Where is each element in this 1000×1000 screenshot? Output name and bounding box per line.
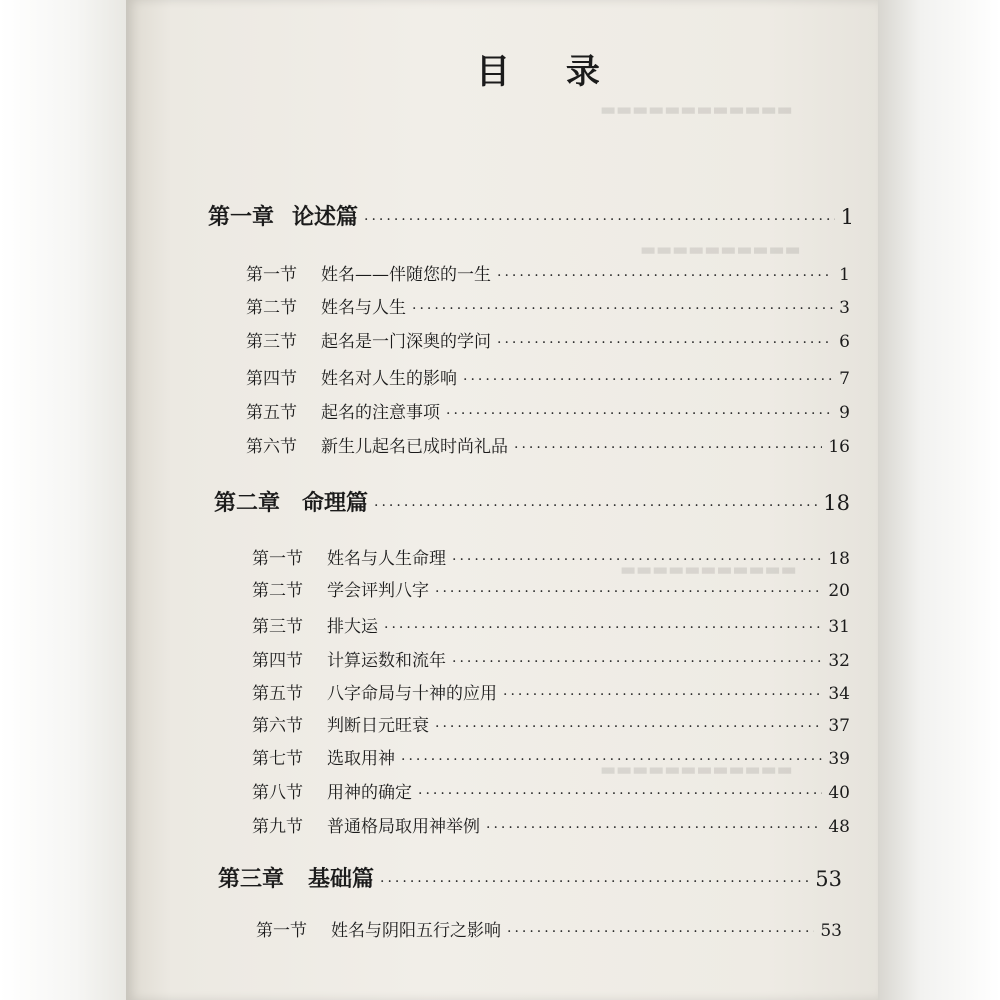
section-number: 第五节 (252, 684, 303, 704)
leader-dots (412, 301, 833, 317)
chapter-title: 基础篇 (308, 866, 375, 892)
bleed-through-shade: ▬▬▬▬▬▬▬▬▬▬▬▬ (600, 100, 793, 120)
toc-chapter-row[interactable] (208, 200, 854, 231)
section-number: 第三节 (252, 617, 303, 637)
section-title: 姓名与人生 (321, 298, 406, 318)
toc-section-row[interactable] (252, 576, 850, 601)
toc-section-row[interactable] (246, 260, 850, 285)
leader-dots (497, 335, 833, 351)
toc-section-row[interactable] (252, 778, 850, 803)
toc-section-row[interactable] (252, 646, 850, 671)
chapter-title: 论述篇 (292, 204, 359, 230)
section-number: 第六节 (252, 716, 303, 736)
page-gutter (0, 0, 126, 1000)
section-title: 判断日元旺衰 (327, 716, 429, 736)
leader-dots (486, 820, 822, 836)
toc-section-row[interactable] (252, 812, 850, 837)
leader-dots (497, 268, 833, 284)
leader-dots (401, 752, 822, 768)
page-number: 1 (839, 265, 850, 285)
section-number: 第七节 (252, 749, 303, 769)
toc-section-row[interactable] (246, 364, 850, 389)
page-number: 18 (823, 491, 850, 515)
toc-section-row[interactable] (252, 711, 850, 736)
section-number: 第一节 (246, 265, 297, 285)
section-number: 第八节 (252, 783, 303, 803)
page-number: 3 (839, 298, 850, 318)
section-number: 第一节 (256, 921, 307, 941)
section-number: 第二节 (252, 581, 303, 601)
leader-dots (364, 212, 835, 228)
section-number: 第九节 (252, 817, 303, 837)
page-number: 34 (828, 684, 850, 704)
toc-section-row[interactable] (246, 432, 850, 457)
toc-section-row[interactable] (246, 293, 850, 318)
page-number: 40 (828, 783, 850, 803)
section-title: 姓名——伴随您的一生 (321, 265, 491, 285)
section-number: 第二节 (246, 298, 297, 318)
page-number: 9 (839, 403, 850, 423)
page-number: 37 (828, 716, 850, 736)
section-number: 第五节 (246, 403, 297, 423)
page-number: 53 (815, 867, 842, 891)
section-number: 第三节 (246, 332, 297, 352)
page-number: 16 (828, 437, 850, 457)
page-number: 39 (828, 749, 850, 769)
leader-dots (380, 874, 809, 890)
chapter-number: 第三章 (218, 866, 285, 892)
toc-section-row[interactable] (252, 679, 850, 704)
section-number: 第四节 (252, 651, 303, 671)
section-number: 第四节 (246, 369, 297, 389)
leader-dots (418, 786, 822, 802)
section-title: 八字命局与十神的应用 (327, 684, 497, 704)
chapter-title: 命理篇 (302, 490, 369, 516)
toc-chapter-row[interactable] (214, 486, 850, 517)
section-title: 新生儿起名已成时尚礼品 (321, 437, 508, 457)
section-title: 用神的确定 (327, 783, 412, 803)
page-number: 1 (840, 205, 854, 229)
page-number: 20 (828, 581, 850, 601)
toc-title: 目 录 (476, 52, 622, 92)
toc-chapter-row[interactable] (218, 862, 842, 893)
leader-dots (463, 372, 833, 388)
leader-dots (503, 687, 822, 703)
section-title: 姓名与人生命理 (327, 549, 446, 569)
page-number: 48 (828, 817, 850, 837)
leader-dots (507, 924, 814, 940)
leader-dots (446, 406, 833, 422)
toc-section-row[interactable] (252, 612, 850, 637)
leader-dots (514, 440, 822, 456)
section-title: 普通格局取用神举例 (327, 817, 480, 837)
leader-dots (384, 620, 822, 636)
page-number: 31 (828, 617, 850, 637)
page-edge (878, 0, 1000, 1000)
section-title: 排大运 (327, 617, 378, 637)
toc-section-row[interactable] (252, 744, 850, 769)
section-title: 起名的注意事项 (321, 403, 440, 423)
section-title: 学会评判八字 (327, 581, 429, 601)
leader-dots (452, 654, 822, 670)
section-title: 计算运数和流年 (327, 651, 446, 671)
leader-dots (435, 719, 822, 735)
toc-section-row[interactable] (246, 327, 850, 352)
section-title: 选取用神 (327, 749, 395, 769)
leader-dots (452, 552, 822, 568)
section-title: 姓名对人生的影响 (321, 369, 457, 389)
page-number: 7 (839, 369, 850, 389)
toc-section-row[interactable] (246, 398, 850, 423)
leader-dots (374, 498, 817, 514)
section-number: 第一节 (252, 549, 303, 569)
bleed-through-shade: ▬▬▬▬▬▬▬▬▬▬▬▬ (600, 760, 793, 780)
bleed-through-shade: ▬▬▬▬▬▬▬▬▬▬ (640, 240, 801, 260)
bleed-through-shade: ▬▬▬▬▬▬▬▬▬▬▬ (620, 560, 797, 580)
chapter-number: 第一章 (208, 204, 275, 230)
chapter-number: 第二章 (214, 490, 281, 516)
section-title: 姓名与阴阳五行之影响 (331, 921, 501, 941)
section-number: 第六节 (246, 437, 297, 457)
section-title: 起名是一门深奥的学问 (321, 332, 491, 352)
page-number: 6 (839, 332, 850, 352)
page-number: 18 (828, 549, 850, 569)
page-number: 32 (828, 651, 850, 671)
page-number: 53 (820, 921, 842, 941)
leader-dots (435, 584, 822, 600)
toc-section-row[interactable] (252, 544, 850, 569)
toc-section-row[interactable] (256, 916, 842, 941)
